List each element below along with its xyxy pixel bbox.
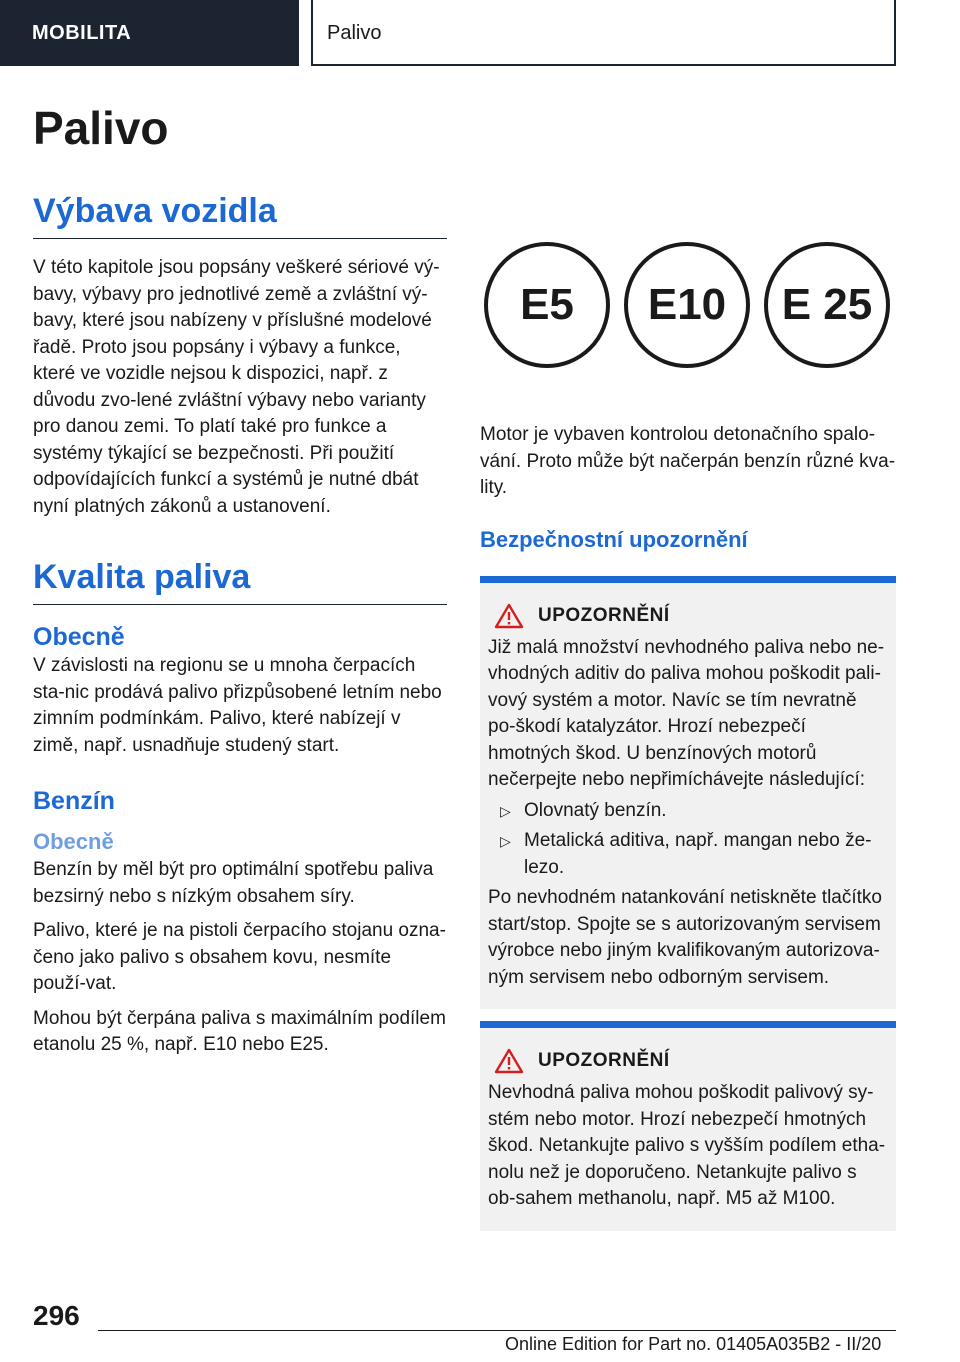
heading-benzin: Benzín [33, 787, 115, 815]
heading-safety: Bezpečnostní upozornění [480, 526, 748, 552]
warning-box-1 [480, 576, 896, 1010]
heading-kvalita: Kvalita paliva [33, 554, 447, 605]
warning-triangle-icon [494, 1048, 524, 1074]
badge-e10: E10 [624, 242, 750, 368]
right-column [480, 232, 896, 1231]
left-column [33, 100, 447, 1059]
warning-1-list [488, 798, 888, 882]
fuel-badges [480, 232, 896, 402]
page-title: Palivo [33, 102, 169, 154]
obecne-text: V závislosti na regionu se u mnoha čerpacích sta-nic prodává palivo přizpůsobené letním nebo zimním podmínkám. Palivo, které nabízejí v zimě, např. usnadňuje studený start. [33, 655, 442, 756]
warning-box-2 [480, 1021, 896, 1231]
page-number: 296 [33, 1300, 80, 1331]
chapter-tab: Palivo [311, 0, 896, 66]
warning-2-text: Nevhodná paliva mohou poškodit palivový sy-stém nebo motor. Hrozí nebezpečí hmotných škod. Netankujte palivo s vyšším podílem etha-nolu než je doporučeno. Netankujte palivo s ob-sahem methanolu, např. M5 až M100. [488, 1082, 886, 1209]
warning-title-1 [488, 601, 888, 631]
warning-triangle-icon [494, 603, 524, 629]
heading-obecne: Obecně [33, 623, 125, 651]
intro-text: Motor je vybaven kontrolou detonačního spalo-vání. Proto může být načerpán benzín různé kva-lity. [480, 424, 896, 498]
vybava-text: V této kapitole jsou popsány veškeré sériové vý-bavy, výbavy pro jednotlivé země a zvláštní vý-bavy, které jsou nabízeny v příslušné modelové řadě. Proto jsou popsány i výbavy a funkce, které ve vozidle nejsou k dispozici, např. z důvodu zvo-lené zvláštní výbavy nebo varianty pro danou zemi. To platí také pro funkce a systémy týkající se bezpečnosti. Při použití odpovídajících funkcí a systémů je nutné dbát nyní platných zákonů a ustanovení. [33, 257, 440, 517]
page-header [0, 0, 960, 66]
triangle-bullet-icon: ▷ [500, 833, 511, 849]
heading-benzin-obecne: Obecně [33, 829, 114, 854]
warning-title-2 [488, 1046, 888, 1076]
heading-vybava: Výbava vozidla [33, 188, 447, 239]
footer-divider [98, 1330, 896, 1331]
footer-edition: Online Edition for Part no. 01405A035B2 - II/20 [505, 1334, 882, 1354]
warning-1-after: Po nevhodném natankování netiskněte tlačítko start/stop. Spojte se s autorizovaným servisem výrobce nebo jiným kvalifikovaným autorizova-ným servisem nebo odborným servisem. [488, 887, 882, 988]
benzin-p3: Mohou být čerpána paliva s maximálním podílem etanolu 25 %, např. E10 nebo E25. [33, 1007, 446, 1055]
badge-e5: E5 [484, 242, 610, 368]
benzin-p1: Benzín by měl být pro optimální spotřebu paliva bezsirný nebo s nízkým obsahem síry. [33, 859, 434, 907]
warning-1-text: Již malá množství nevhodného paliva nebo ne-vhodných aditiv do paliva mohou poškodit pali-vový systém a motor. Navíc se tím nevratně po-škodí katalyzátor. Hrozí nebezpečí hmotných škod. U benzínových motorů nečerpejte nebo nepřimíchávejte následující: [488, 636, 885, 790]
warning-label: UPOZORNĚNÍ [538, 604, 670, 626]
warning-label: UPOZORNĚNÍ [538, 1050, 670, 1071]
list-item: ▷ Olovnatý benzín. [488, 798, 888, 825]
list-item: ▷ Metalická aditiva, např. mangan nebo že-lezo. [488, 828, 888, 881]
section-tab: MOBILITA [0, 0, 299, 66]
triangle-bullet-icon: ▷ [500, 802, 511, 819]
badge-e25: E 25 [764, 242, 890, 368]
benzin-p2: Palivo, které je na pistoli čerpacího stojanu ozna-čeno jako palivo s obsahem kovu, nesmíte použí-vat. [33, 920, 446, 994]
